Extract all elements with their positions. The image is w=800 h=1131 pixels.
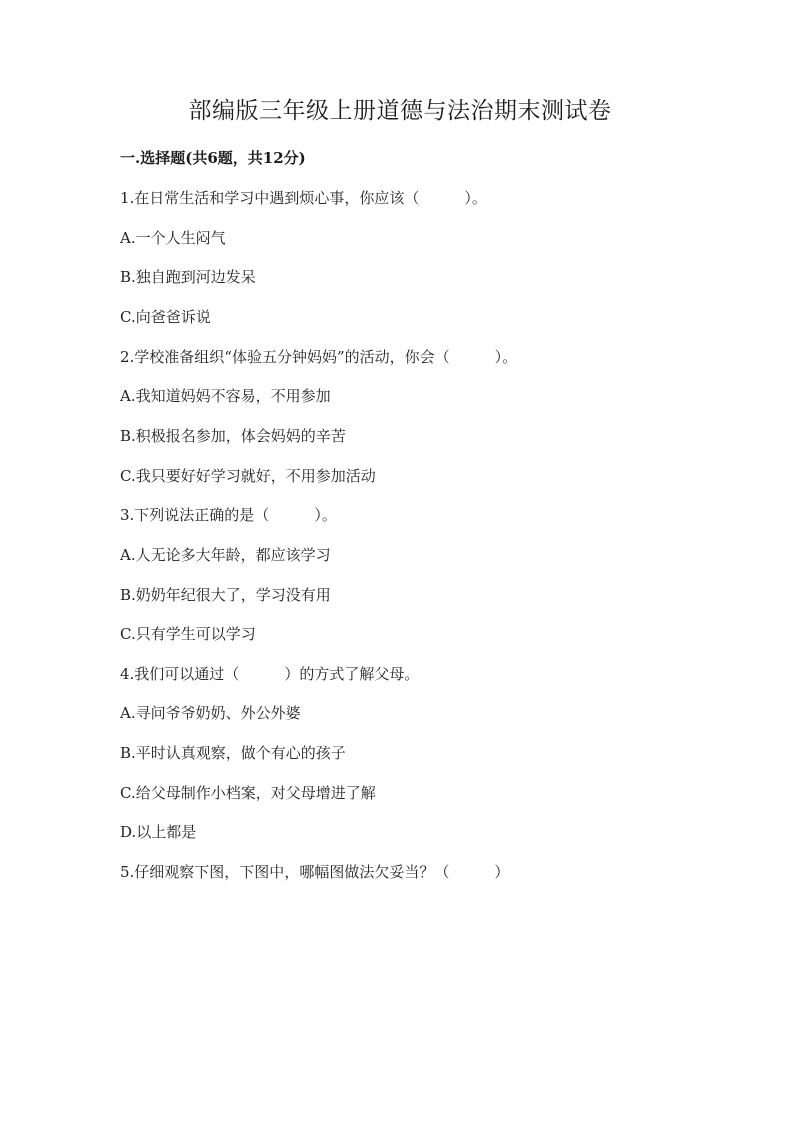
- question-1-option-b: B.独自跑到河边发呆: [120, 268, 256, 286]
- question-4-option-b: B.平时认真观察，做个有心的孩子: [120, 744, 346, 762]
- question-1-option-c: C.向爸爸诉说: [120, 308, 211, 326]
- question-3-stem: 3.下列说法正确的是（ ）。: [120, 506, 337, 524]
- section-heading: 一.选择题(共6题，共12分): [120, 149, 306, 167]
- question-4-option-a: A.寻问爷爷奶奶、外公外婆: [120, 704, 301, 722]
- question-1-option-a: A.一个人生闷气: [120, 229, 226, 247]
- question-4-stem: 4.我们可以通过（ ）的方式了解父母。: [120, 665, 420, 683]
- question-3-option-a: A.人无论多大年龄，都应该学习: [120, 546, 331, 564]
- question-2-option-b: B.积极报名参加，体会妈妈的辛苦: [120, 427, 346, 445]
- question-2-option-a: A.我知道妈妈不容易，不用参加: [120, 387, 331, 405]
- question-5-stem: 5.仔细观察下图，下图中，哪幅图做法欠妥当？（ ）: [120, 863, 510, 881]
- question-2-option-c: C.我只要好好学习就好，不用参加活动: [120, 467, 376, 485]
- question-4-option-d: D.以上都是: [120, 823, 197, 841]
- question-3-option-c: C.只有学生可以学习: [120, 625, 256, 643]
- question-3-option-b: B.奶奶年纪很大了，学习没有用: [120, 586, 331, 604]
- question-1-stem: 1.在日常生活和学习中遇到烦心事，你应该（ ）。: [120, 189, 487, 207]
- question-4-option-c: C.给父母制作小档案，对父母增进了解: [120, 784, 376, 802]
- page-title: 部编版三年级上册道德与法治期末测试卷: [188, 98, 612, 124]
- question-2-stem: 2.学校准备组织“体验五分钟妈妈”的活动，你会（ ）。: [120, 348, 518, 366]
